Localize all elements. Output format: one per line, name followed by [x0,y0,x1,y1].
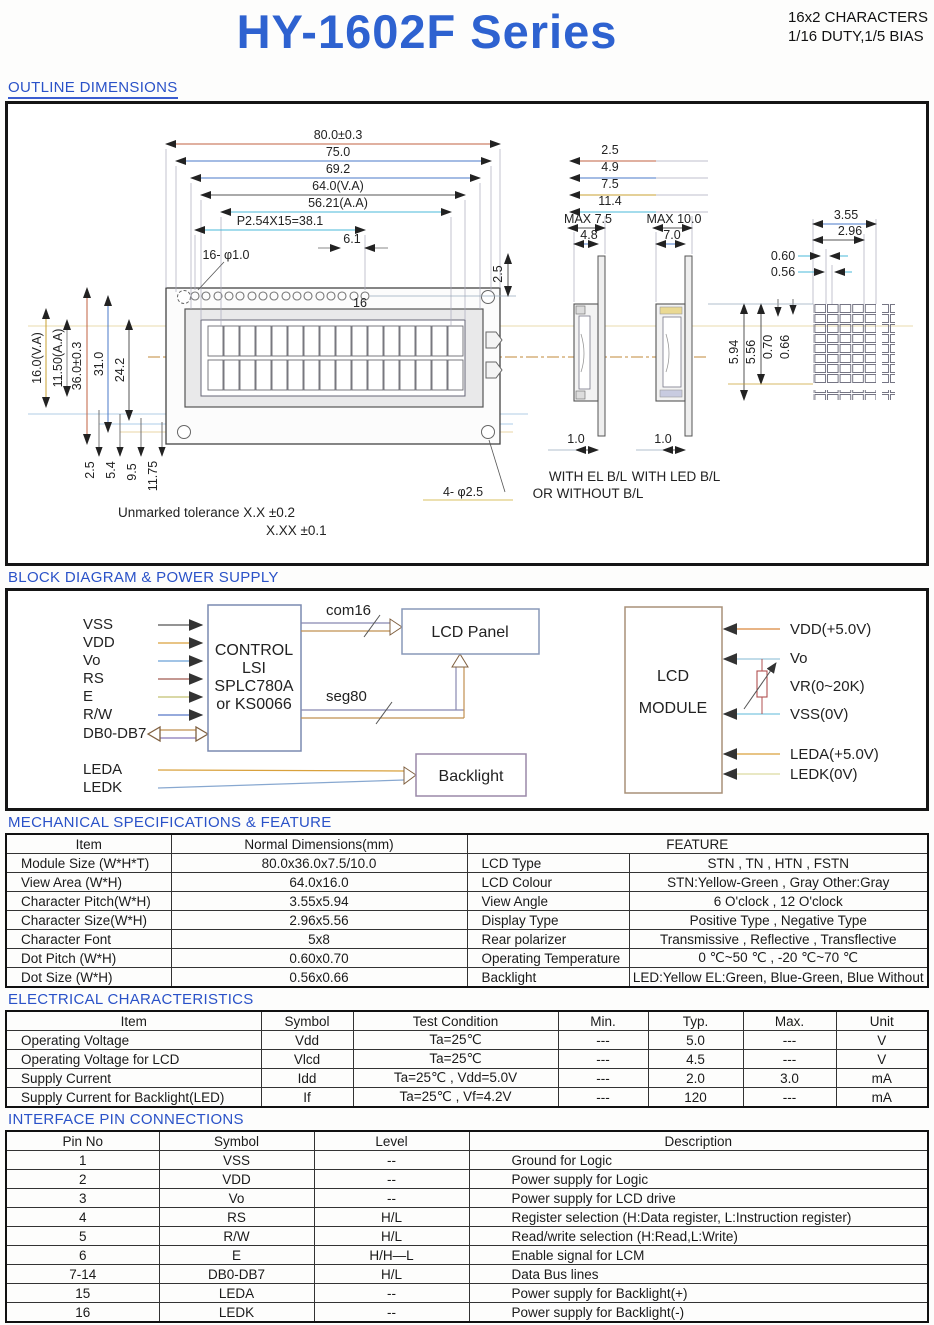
dot-matrix-detail [708,208,895,400]
tolerance-note [118,505,327,538]
elec-typ: 4.5 [648,1050,743,1069]
feature-item: LCD Colour [467,873,629,892]
dim-r-11-4: 11.4 [598,194,622,208]
dim-el-1-0: 1.0 [567,432,585,446]
input-db0-db7: DB0-DB7 [83,725,147,742]
dim-dot-pitch-w: 0.60 [770,249,796,263]
pin-description: Ground for Logic [469,1151,928,1170]
led-side-view [632,212,721,484]
led-backlight-label: WITH LED B/L [631,469,721,484]
elec-typ: 120 [648,1088,743,1108]
dim-2-5-vertical: 2.5 [491,265,505,283]
pin-no: 2 [6,1170,159,1189]
lcd-panel-label: LCD Panel [431,624,509,641]
elec-symbol: If [261,1088,353,1108]
elec-unit: mA [836,1069,928,1088]
feature-item: Rear polarizer [467,930,629,949]
table-row [6,1246,928,1265]
lcd-module-line1: LCD [656,668,690,685]
block-diagram [8,591,926,803]
table-row [6,1303,928,1323]
dim-75: 75.0 [325,145,351,159]
power-supply-lines [724,629,780,774]
dim-dot-size-h: 0.66 [778,334,792,360]
pin-description: Power supply for Backlight(-) [469,1303,928,1323]
pin-symbol: E [159,1246,314,1265]
control-line2: LSI [241,660,267,677]
mech-value: 0.56x0.66 [171,968,467,988]
input-rw: R/W [83,706,113,723]
dim-pin-hole: 16- φ1.0 [202,248,250,262]
mech-value: 0.60x0.70 [171,949,467,968]
pin-level: H/L [314,1265,469,1284]
table-row [6,873,928,892]
pin-no: 16 [6,1303,159,1323]
control-line1: CONTROL [214,642,294,659]
outline-drawing-frame [5,101,929,566]
feature-value: Transmissive , Reflective , Transflective [629,930,928,949]
mech-value: 5x8 [171,930,467,949]
pin-symbol: R/W [159,1227,314,1246]
dim-el-4-8: 4.8 [580,228,598,242]
pin-no: 4 [6,1208,159,1227]
dim-dot-pitch-h: 0.70 [761,334,775,360]
feature-item: Display Type [467,911,629,930]
mount-hole-callout [423,440,513,500]
dim-b-5-4: 5.4 [104,461,118,479]
seg80-label: seg80 [326,688,367,705]
pin-level: H/H—L [314,1246,469,1265]
dim-6-1: 6.1 [343,232,361,246]
block-diagram-frame [5,588,929,811]
characters-spec: 16x2 CHARACTERS [787,9,928,26]
input-e: E [83,688,94,705]
header-subtitle [788,8,928,46]
dim-led-7-0: 7.0 [663,228,681,242]
control-line4: or KS0066 [216,696,292,713]
col-description: Description [469,1131,928,1151]
dim-b-9-5: 9.5 [125,463,139,481]
mech-item: Character Pitch(W*H) [6,892,171,911]
backlight-label: Backlight [438,768,504,785]
pin-symbol: DB0-DB7 [159,1265,314,1284]
section-mechanical: MECHANICAL SPECIFICATIONS & FEATURE [8,814,332,831]
pin-description: Register selection (H:Data register, L:Instruction register) [469,1208,928,1227]
col-level: Level [314,1131,469,1151]
dim-height-va: 16.0(V.A) [30,332,44,384]
el-backlight-label2: OR WITHOUT B/L [532,486,644,501]
right-offset-dimensions [570,143,656,212]
pin-description: Power supply for Backlight(+) [469,1284,928,1303]
feature-value: 0 ℃~50 ℃ , -20 ℃~70 ℃ [629,949,928,968]
feature-item: View Angle [467,892,629,911]
elec-min: --- [558,1050,648,1069]
elec-max: 3.0 [743,1069,836,1088]
dim-31: 31.0 [92,351,106,377]
input-rs: RS [83,670,104,687]
elec-symbol: Idd [261,1069,353,1088]
pin-symbol: LEDA [159,1284,314,1303]
lcd-module-line2: MODULE [638,700,708,717]
control-line3: SPLC780A [214,678,294,695]
front-view [166,288,502,444]
elec-max: --- [743,1088,836,1108]
pin-description: Data Bus lines [469,1265,928,1284]
mechanical-specs-table [5,833,929,988]
pin-level: H/L [314,1208,469,1227]
table-row [6,930,928,949]
pin-symbol: VDD [159,1170,314,1189]
elec-max: --- [743,1031,836,1050]
elec-symbol: Vlcd [261,1050,353,1069]
dim-el-max: MAX 7.5 [564,212,612,226]
page-header [0,0,934,76]
pin-symbol: LEDK [159,1303,314,1323]
dim-pin-pitch: P2.54X15=38.1 [236,214,324,228]
feature-value: Positive Type , Negative Type [629,911,928,930]
feature-value: STN:Yellow-Green , Gray Other:Gray [629,873,928,892]
feature-item: LCD Type [467,854,629,873]
dim-24-2: 24.2 [113,357,127,383]
pin-level: -- [314,1170,469,1189]
elec-condition: Ta=25℃ , Vf=4.2V [353,1088,558,1108]
pin-no: 5 [6,1227,159,1246]
col-max: Max. [743,1011,836,1031]
mech-value: 80.0x36.0x7.5/10.0 [171,854,467,873]
dim-char-pitch-w: 3.55 [833,208,859,222]
left-dimensions [30,288,129,444]
feature-item: Backlight [467,968,629,988]
pin-symbol: Vo [159,1189,314,1208]
table-row [6,1170,928,1189]
pin-count-label: 16 [353,296,367,310]
mech-item: Character Font [6,930,171,949]
mech-value: 2.96x5.56 [171,911,467,930]
elec-max: --- [743,1050,836,1069]
page-title: HY-1602F Series [236,5,618,58]
label-vo: Vo [790,650,808,667]
pin-symbol: RS [159,1208,314,1227]
tolerance-line1: Unmarked tolerance X.X ±0.2 [118,505,295,520]
mech-value: 3.55x5.94 [171,892,467,911]
table-header-row [6,834,928,854]
input-vdd: VDD [83,634,115,651]
table-row [6,1265,928,1284]
table-row [6,854,928,873]
bottom-left-dimensions [83,410,162,491]
elec-condition: Ta=25℃ [353,1031,558,1050]
dim-led-max: MAX 10.0 [646,212,702,226]
dim-char-size-h: 5.56 [744,339,758,365]
dim-mount-hole: 4- φ2.5 [442,485,484,499]
duty-bias-spec: 1/16 DUTY,1/5 BIAS [787,28,924,45]
dim-view-area-w: 64.0(V.A) [312,179,364,193]
com16-label: com16 [326,602,372,619]
pin-description: Read/write selection (H:Read,L:Write) [469,1227,928,1246]
mech-item: Dot Pitch (W*H) [6,949,171,968]
table-row [6,1031,928,1050]
table-row [6,911,928,930]
table-row [6,1151,928,1170]
backlight-path [158,754,526,796]
elec-item: Supply Current for Backlight(LED) [6,1088,261,1108]
label-leda-5v: LEDA(+5.0V) [790,746,879,763]
feature-value: LED:Yellow EL:Green, Blue-Green, Blue Without [629,968,928,988]
mech-item: Character Size(W*H) [6,911,171,930]
label-ledk-0v: LEDK(0V) [790,766,858,783]
elec-condition: Ta=25℃ , Vdd=5.0V [353,1069,558,1088]
elec-unit: V [836,1050,928,1069]
input-arrows [148,625,208,741]
table-header-row [6,1011,928,1031]
pin-no: 6 [6,1246,159,1265]
elec-min: --- [558,1031,648,1050]
col-symbol: Symbol [159,1131,314,1151]
com16-bus [301,602,402,637]
table-row [6,1189,928,1208]
table-row [6,1227,928,1246]
mech-item: View Area (W*H) [6,873,171,892]
el-backlight-label1: WITH EL B/L [548,469,628,484]
pin-level: -- [314,1151,469,1170]
dim-b-2-5: 2.5 [83,461,97,479]
col-unit: Unit [836,1011,928,1031]
col-item: Item [6,834,171,854]
pin-level: -- [314,1189,469,1208]
el-side-view [533,212,644,501]
feature-value: 6 O'clock , 12 O'clock [629,892,928,911]
elec-item: Supply Current [6,1069,261,1088]
label-vr: VR(0~20K) [790,678,865,695]
table-row [6,1050,928,1069]
section-electrical: ELECTRICAL CHARACTERISTICS [8,991,254,1008]
lcd-module-box [625,607,722,793]
dim-height-overall: 36.0±0.3 [70,341,84,391]
dim-active-area-w: 56.21(A.A) [308,196,368,210]
elec-unit: mA [836,1088,928,1108]
control-inputs [83,616,146,796]
section-block-diagram: BLOCK DIAGRAM & POWER SUPPLY [8,569,279,586]
elec-min: --- [558,1069,648,1088]
col-test-condition: Test Condition [353,1011,558,1031]
input-ledk: LEDK [83,779,123,796]
dim-r-7-5: 7.5 [601,177,619,191]
top-dimensions [166,128,508,310]
pin-level: -- [314,1284,469,1303]
pin-no: 15 [6,1284,159,1303]
dim-width-overall: 80.0±0.3 [313,128,363,142]
interface-pin-table [5,1130,929,1323]
dim-led-1-0: 1.0 [654,432,672,446]
pin-symbol: VSS [159,1151,314,1170]
seg80-bus [301,654,468,724]
pin-description: Power supply for LCD drive [469,1189,928,1208]
power-supply-labels [790,621,879,783]
input-leda: LEDA [83,761,123,778]
dim-r-4-9: 4.9 [601,160,619,174]
col-dimensions: Normal Dimensions(mm) [171,834,467,854]
elec-item: Operating Voltage [6,1031,261,1050]
feature-value: STN , TN , HTN , FSTN [629,854,928,873]
pin-level: -- [314,1303,469,1323]
pin-no: 7-14 [6,1265,159,1284]
table-row [6,1088,928,1108]
elec-unit: V [836,1031,928,1050]
electrical-characteristics-table [5,1010,929,1108]
mech-item: Module Size (W*H*T) [6,854,171,873]
col-typ: Typ. [648,1011,743,1031]
col-pin-no: Pin No [6,1131,159,1151]
section-interface-pins: INTERFACE PIN CONNECTIONS [8,1111,244,1128]
pin-level: H/L [314,1227,469,1246]
table-row [6,892,928,911]
pin-description: Power supply for Logic [469,1170,928,1189]
table-row [6,968,928,988]
label-vdd-5v: VDD(+5.0V) [790,621,872,638]
pin-description: Enable signal for LCM [469,1246,928,1265]
table-header-row [6,1131,928,1151]
elec-typ: 2.0 [648,1069,743,1088]
dim-r-2-5: 2.5 [601,143,619,157]
tolerance-line2: X.XX ±0.1 [266,523,327,538]
table-row [6,949,928,968]
dim-69: 69.2 [325,162,351,176]
elec-min: --- [558,1088,648,1108]
input-vss: VSS [83,616,114,633]
pin-no: 1 [6,1151,159,1170]
elec-condition: Ta=25℃ [353,1050,558,1069]
elec-typ: 5.0 [648,1031,743,1050]
col-symbol: Symbol [261,1011,353,1031]
control-lsi-box [208,605,301,751]
section-outline-dimensions: OUTLINE DIMENSIONS [8,79,934,99]
dim-char-size-w: 2.96 [837,224,863,238]
dim-b-11-75: 11.75 [146,460,160,492]
pin-no: 3 [6,1189,159,1208]
dim-char-pitch-h: 5.94 [727,339,741,365]
mech-value: 64.0x16.0 [171,873,467,892]
input-vo: Vo [83,652,101,669]
dim-dot-size-w: 0.56 [770,265,796,279]
view-area [201,320,465,396]
label-vss-0v: VSS(0V) [790,706,849,723]
col-feature: FEATURE [467,834,928,854]
col-min: Min. [558,1011,648,1031]
elec-item: Operating Voltage for LCD [6,1050,261,1069]
table-row [6,1208,928,1227]
col-item: Item [6,1011,261,1031]
outline-drawing [8,104,926,558]
feature-item: Operating Temperature [467,949,629,968]
mech-item: Dot Size (W*H) [6,968,171,988]
table-row [6,1284,928,1303]
dim-height-aa: 11.50(A.A) [51,328,65,388]
lcd-panel-box [402,609,539,654]
elec-symbol: Vdd [261,1031,353,1050]
table-row [6,1069,928,1088]
